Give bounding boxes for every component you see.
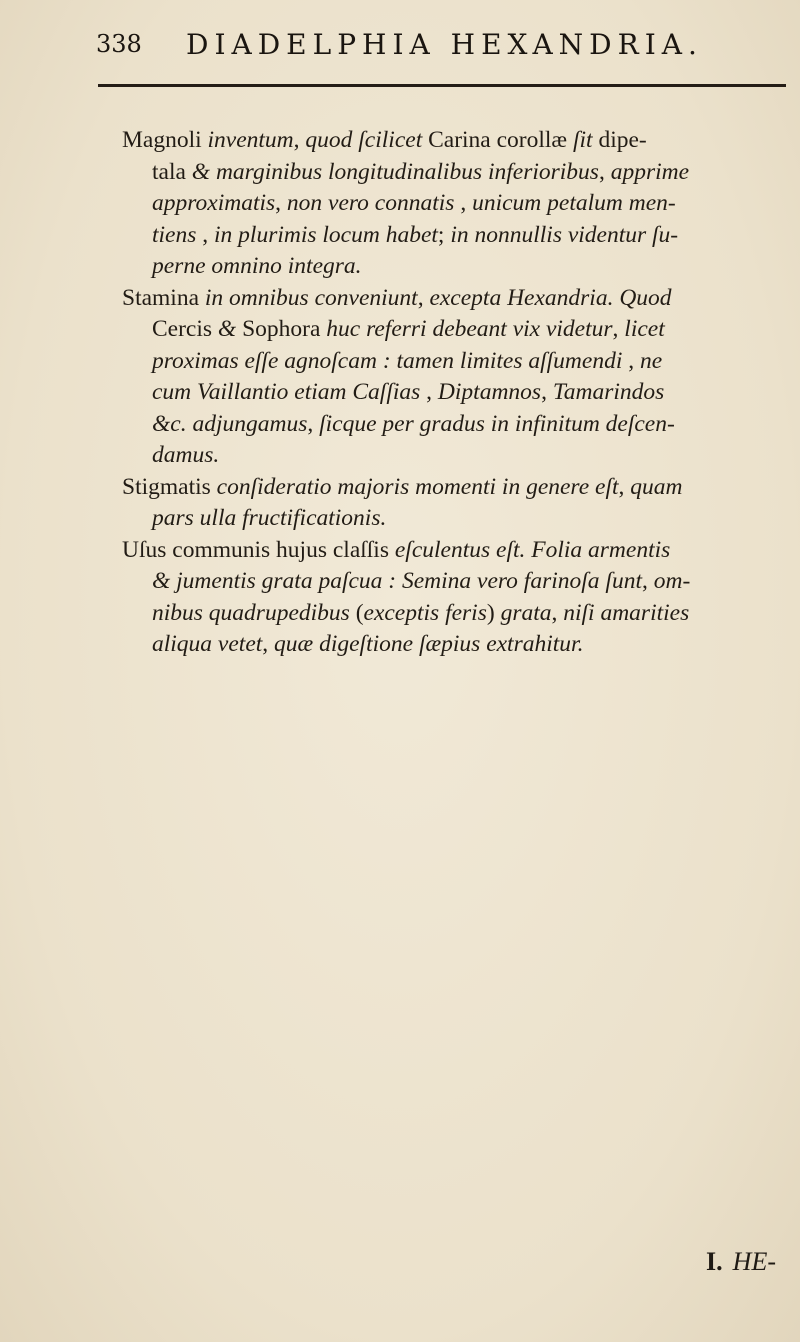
text-run: , (641, 568, 654, 594)
paragraph (122, 283, 794, 472)
text-run: Cercis (152, 316, 218, 342)
text-run: , (275, 190, 287, 216)
text-line (122, 283, 794, 315)
text-run: tala (152, 158, 192, 185)
text-line (122, 125, 794, 157)
text-run: & jumentis grata paſcua : Semina vero farinoſa ſunt (152, 568, 642, 594)
text-run: perne omnino integra. (152, 253, 362, 279)
text-line (122, 629, 794, 661)
text-run: Stamina (122, 284, 205, 311)
text-run: ſicque per gradus in infinitum deſcen- (319, 410, 675, 437)
paragraph (122, 125, 794, 283)
text-line (122, 220, 794, 252)
text-run: , (196, 221, 215, 248)
text-run: conſideratio majoris momenti in genere eſt (216, 473, 619, 500)
text-line (122, 566, 794, 598)
paragraph (122, 472, 794, 535)
text-run: Tamarindos (552, 379, 665, 405)
running-title: DIADELPHIA HEXANDRIA. (186, 28, 703, 61)
text-run: licet (624, 316, 665, 342)
text-run: quæ digeſtione ſæpius extrahitur. (274, 631, 584, 657)
text-line (122, 251, 794, 283)
text-run: , (293, 127, 306, 153)
text-run: , (420, 379, 438, 405)
text-run: eſculentus eſt. Folia armentis (394, 536, 671, 563)
page-number: 338 (96, 30, 142, 58)
text-run: pars ulla fructificationis. (152, 505, 387, 531)
text-line (122, 503, 794, 535)
text-run: &c. adjungamus (152, 410, 308, 437)
text-run: apprime (610, 158, 690, 185)
text-run: aliqua vetet (152, 631, 263, 657)
text-run: exceptis feris (363, 599, 487, 626)
text-run: ne (639, 347, 663, 374)
text-line (122, 409, 794, 441)
text-line (122, 535, 794, 567)
text-run: Sophora (242, 316, 327, 342)
text-line (122, 314, 794, 346)
text-run: approximatis (152, 190, 276, 216)
text-run: Diptamnos (437, 379, 542, 405)
text-run: quam (630, 473, 683, 500)
text-line (122, 346, 794, 378)
text-run: om- (653, 568, 691, 594)
text-run: excepta Hexandria. Quod (429, 284, 672, 311)
header-rule (98, 84, 786, 87)
paragraph (122, 535, 794, 661)
text-run: in plurimis locum habet (214, 221, 438, 248)
text-run: , (622, 347, 640, 374)
signature-mark: I. (706, 1247, 723, 1276)
catchword (706, 1247, 776, 1277)
text-run: & marginibus longitudinalibus inferioribus (191, 158, 599, 185)
text-run: Uſus communis hujus claſſis (122, 536, 395, 563)
text-run: tiens (152, 221, 197, 248)
text-line (122, 157, 794, 189)
text-run: nibus quadrupedibus (152, 599, 356, 626)
text-run: & (217, 316, 243, 342)
text-run: , (598, 158, 611, 185)
text-run: ſit (572, 127, 599, 153)
text-run: Carina corollæ (428, 127, 573, 153)
text-run: , (262, 631, 275, 657)
text-run: Magnoli (122, 127, 208, 153)
text-run: huc referri debeant vix videtur (326, 316, 613, 342)
text-line (122, 188, 794, 220)
text-run: niſi amarities (563, 599, 690, 626)
page-header (96, 28, 796, 68)
text-run: , (307, 410, 320, 437)
text-run: , (454, 190, 473, 216)
text-run: proximas eſſe agnoſcam : tamen limites aſſumendi (152, 347, 623, 374)
text-run: damus. (152, 442, 220, 468)
text-run: , (618, 473, 631, 500)
text-line (122, 440, 794, 472)
catchword-text: HE- (732, 1247, 776, 1276)
text-run: , (551, 599, 564, 626)
text-run: ; (437, 221, 451, 248)
body-text (122, 125, 794, 661)
text-run: Stigmatis (122, 473, 217, 500)
text-run: inventum (207, 127, 294, 153)
text-run: ( (355, 599, 364, 626)
text-line (122, 598, 794, 630)
text-run: in nonnullis videntur ſu- (450, 221, 679, 248)
text-run: cum Vaillantio etiam Caſſias (152, 379, 421, 405)
text-run: quod ſcilicet (305, 127, 429, 153)
text-run: dipe- (598, 127, 647, 153)
text-run: , (612, 316, 625, 342)
text-run: in omnibus conveniunt (204, 284, 418, 311)
text-run: grata (500, 599, 552, 626)
text-run: ) (486, 599, 501, 626)
text-run: , (417, 284, 430, 311)
text-run: unicum petalum men- (472, 190, 676, 216)
text-line (122, 472, 794, 504)
text-line (122, 377, 794, 409)
text-run: non vero connatis (286, 190, 455, 216)
text-run: , (541, 379, 553, 405)
